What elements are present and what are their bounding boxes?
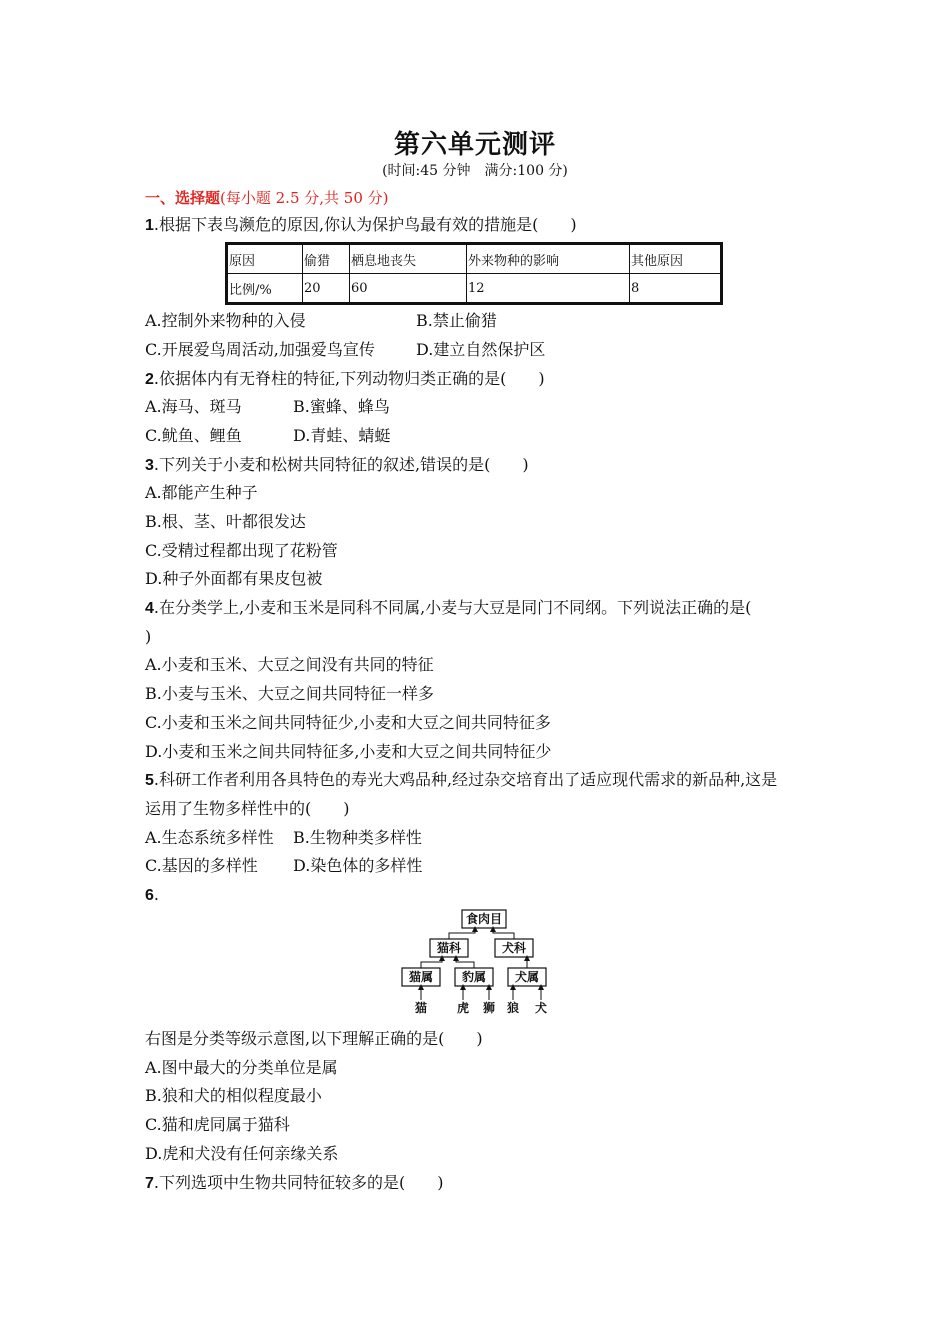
option-c: C.受精过程都出现了花粉管 (145, 541, 338, 560)
option-d: D.虎和犬没有任何亲缘关系 (145, 1144, 339, 1163)
bird-endangerment-table (225, 242, 723, 305)
table-cell: 20 (303, 274, 350, 304)
option-a: A.图中最大的分类单位是属 (145, 1058, 338, 1077)
table-cell: 偷猎 (303, 244, 350, 274)
option-a: A.都能产生种子 (145, 483, 258, 502)
connector (449, 929, 475, 939)
question-7-stem (145, 1173, 443, 1194)
option-a: A.海马、斑马 (145, 397, 242, 416)
question-number: 3 (145, 457, 154, 474)
section-title: 一、选择题 (145, 189, 221, 207)
order-label: 食肉目 (465, 912, 503, 926)
species-label: 虎 (456, 1001, 470, 1015)
option-d: D.小麦和玉米之间共同特征多,小麦和大豆之间共同特征少 (145, 742, 552, 761)
section-note: (每小题 2.5 分,共 50 分) (220, 189, 389, 207)
table-cell: 原因 (227, 244, 303, 274)
family-label: 犬科 (501, 941, 527, 955)
connector (421, 958, 442, 968)
section-heading (145, 188, 389, 208)
table-cell: 比例/% (227, 274, 303, 304)
species-label: 猫 (414, 1001, 428, 1015)
question-text: .下列关于小麦和松树共同特征的叙述,错误的是( ) (153, 455, 529, 474)
option-b: B.生物种类多样性 (293, 828, 422, 847)
question-number: 1 (145, 217, 154, 234)
option-a: A.生态系统多样性 (145, 828, 274, 847)
option-c: C.开展爱鸟周活动,加强爱鸟宣传 (145, 340, 375, 359)
table-row (227, 274, 722, 304)
question-number: 6 (145, 887, 154, 904)
question-6-stem: 右图是分类等级示意图,以下理解正确的是( ) (145, 1029, 483, 1048)
connector (456, 958, 474, 968)
question-number: 4 (145, 600, 154, 617)
genus-label: 豹属 (461, 970, 487, 984)
table-cell: 12 (467, 274, 630, 304)
question-2-stem (145, 369, 545, 390)
question-text: .在分类学上,小麦和玉米是同科不同属,小麦与大豆是同门不同纲。下列说法正确的是( (153, 598, 752, 617)
question-text: .依据体内有无脊柱的特征,下列动物归类正确的是( ) (153, 369, 545, 388)
option-c: C.鱿鱼、鲤鱼 (145, 426, 242, 445)
option-b: B.禁止偷猎 (416, 311, 497, 330)
table-cell: 外来物种的影响 (467, 244, 630, 274)
genus-label: 犬属 (514, 970, 540, 984)
classification-diagram (395, 906, 555, 1016)
family-label: 猫科 (436, 941, 462, 955)
genus-label: 猫属 (408, 970, 434, 984)
species-label: 犬 (534, 1001, 548, 1015)
page-subtitle: (时间:45 分钟 满分:100 分) (382, 163, 568, 179)
option-b: B.根、茎、叶都很发达 (145, 512, 306, 531)
page-title: 第六单元测评 (393, 130, 556, 160)
question-text: .下列选项中生物共同特征较多的是( ) (153, 1173, 444, 1192)
option-b: B.小麦与玉米、大豆之间共同特征一样多 (145, 684, 434, 703)
connector (493, 929, 514, 939)
question-5-stem (145, 770, 777, 791)
question-number: 5 (145, 772, 154, 789)
table-row (227, 244, 722, 274)
table-cell: 栖息地丧失 (350, 244, 467, 274)
option-c: C.基因的多样性 (145, 856, 258, 875)
option-d: D.建立自然保护区 (416, 340, 546, 359)
option-c: C.猫和虎同属于猫科 (145, 1115, 290, 1134)
question-3-stem (145, 455, 529, 476)
option-a: A.控制外来物种的入侵 (145, 311, 306, 330)
question-number: 7 (145, 1175, 154, 1192)
question-text: .科研工作者利用各具特色的寿光大鸡品种,经过杂交培育出了适应现代需求的新品种,这是 (153, 770, 778, 789)
table-cell: 60 (350, 274, 467, 304)
species-label: 狮 (482, 1001, 496, 1015)
option-b: B.狼和犬的相似程度最小 (145, 1086, 322, 1105)
option-c: C.小麦和玉米之间共同特征少,小麦和大豆之间共同特征多 (145, 713, 551, 732)
question-4-stem-cont: ) (145, 627, 152, 646)
option-d: D.青蛙、蜻蜓 (293, 426, 391, 445)
table-cell: 其他原因 (630, 244, 722, 274)
question-1-stem (145, 215, 577, 236)
option-d: D.种子外面都有果皮包被 (145, 569, 323, 588)
question-text: .根据下表鸟濒危的原因,你认为保护鸟最有效的措施是( ) (153, 215, 577, 234)
table-cell: 8 (630, 274, 722, 304)
question-dot: . (153, 885, 159, 904)
option-a: A.小麦和玉米、大豆之间没有共同的特征 (145, 655, 434, 674)
question-number: 2 (145, 371, 154, 388)
question-5-stem-cont: 运用了生物多样性中的( ) (145, 799, 350, 818)
question-4-stem (145, 598, 751, 619)
option-d: D.染色体的多样性 (293, 856, 423, 875)
species-label: 狼 (506, 1001, 520, 1015)
option-b: B.蜜蜂、蜂鸟 (293, 397, 390, 416)
question-6-number (145, 885, 159, 906)
